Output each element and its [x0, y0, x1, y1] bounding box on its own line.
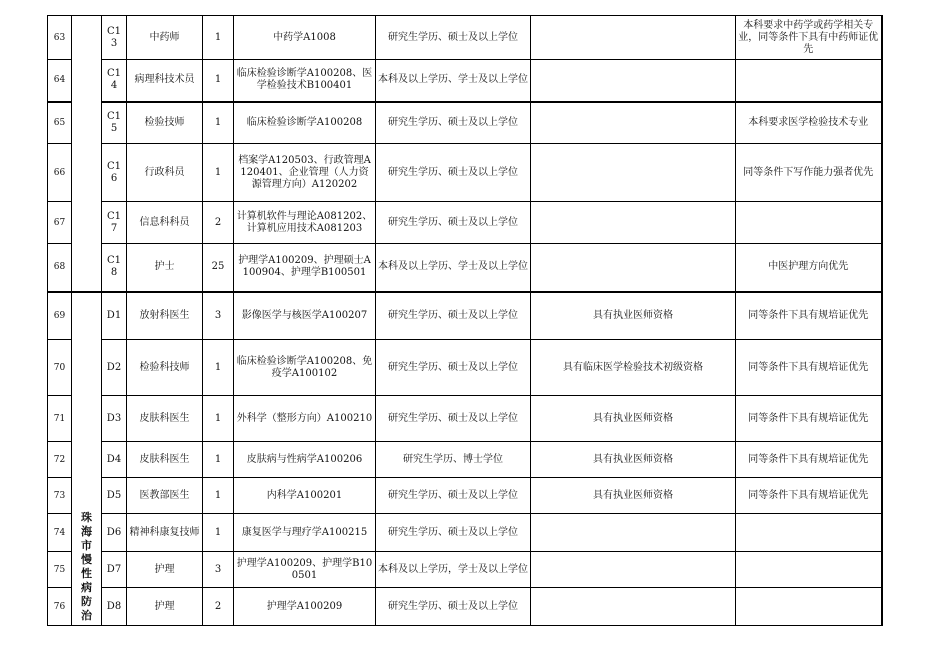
table-row — [48, 244, 882, 292]
qualification-requirement — [531, 144, 736, 202]
post-code: D1 — [102, 292, 127, 340]
post-code: C13 — [102, 16, 127, 60]
hire-count: 2 — [203, 588, 234, 626]
post-code: C14 — [102, 60, 127, 102]
row-number: 70 — [48, 340, 72, 396]
remark — [736, 552, 882, 588]
remark — [736, 60, 882, 102]
education-requirement: 研究生学历、硕士及以上学位 — [376, 478, 531, 514]
qualification-requirement — [531, 588, 736, 626]
remark: 同等条件下具有规培证优先 — [736, 396, 882, 442]
remark: 同等条件下具有规培证优先 — [736, 478, 882, 514]
hire-count: 2 — [203, 202, 234, 244]
org-unit-c — [72, 16, 102, 292]
education-requirement: 研究生学历、硕士及以上学位 — [376, 340, 531, 396]
table-row — [48, 396, 882, 442]
table-row — [48, 442, 882, 478]
table-row — [48, 514, 882, 552]
post-name: 信息科科员 — [127, 202, 203, 244]
major-requirement: 外科学（整形方向）A100210 — [234, 396, 376, 442]
major-requirement: 档案学A120503、行政管理A120401、企业管理（人力资源管理方向）A120202 — [234, 144, 376, 202]
qualification-requirement — [531, 102, 736, 144]
post-code: D7 — [102, 552, 127, 588]
post-code: D6 — [102, 514, 127, 552]
qualification-requirement: 具有临床医学检验技术初级资格 — [531, 340, 736, 396]
qualification-requirement: 具有执业医师资格 — [531, 478, 736, 514]
post-name: 皮肤科医生 — [127, 442, 203, 478]
qualification-requirement — [531, 202, 736, 244]
post-name: 检验科技师 — [127, 340, 203, 396]
hire-count: 25 — [203, 244, 234, 292]
row-number: 68 — [48, 244, 72, 292]
post-name: 检验技师 — [127, 102, 203, 144]
post-name: 皮肤科医生 — [127, 396, 203, 442]
post-code: D3 — [102, 396, 127, 442]
remark — [736, 202, 882, 244]
remark — [736, 514, 882, 552]
post-name: 护理 — [127, 552, 203, 588]
hire-count: 1 — [203, 514, 234, 552]
major-requirement: 护理学A100209、护理硕士A100904、护理学B100501 — [234, 244, 376, 292]
recruitment-table — [47, 15, 883, 626]
qualification-requirement — [531, 60, 736, 102]
post-code: C18 — [102, 244, 127, 292]
post-code: D2 — [102, 340, 127, 396]
education-requirement: 研究生学历、硕士及以上学位 — [376, 102, 531, 144]
post-code: D8 — [102, 588, 127, 626]
education-requirement: 研究生学历、硕士及以上学位 — [376, 588, 531, 626]
post-name: 放射科医生 — [127, 292, 203, 340]
major-requirement: 内科学A100201 — [234, 478, 376, 514]
row-number: 75 — [48, 552, 72, 588]
major-requirement: 临床检验诊断学A100208、医学检验技术B100401 — [234, 60, 376, 102]
hire-count: 1 — [203, 60, 234, 102]
qualification-requirement — [531, 552, 736, 588]
post-name: 护士 — [127, 244, 203, 292]
hire-count: 1 — [203, 144, 234, 202]
row-number: 74 — [48, 514, 72, 552]
post-name: 中药师 — [127, 16, 203, 60]
table-row — [48, 202, 882, 244]
major-requirement: 临床检验诊断学A100208、免疫学A100102 — [234, 340, 376, 396]
row-number: 66 — [48, 144, 72, 202]
education-requirement: 研究生学历、硕士及以上学位 — [376, 16, 531, 60]
row-number: 76 — [48, 588, 72, 626]
remark: 同等条件下具有规培证优先 — [736, 340, 882, 396]
post-name: 病理科技术员 — [127, 60, 203, 102]
major-requirement: 皮肤病与性病学A100206 — [234, 442, 376, 478]
table-row — [48, 588, 882, 626]
post-name: 医教部医生 — [127, 478, 203, 514]
table-row — [48, 340, 882, 396]
row-number: 67 — [48, 202, 72, 244]
org-unit-d-label: 珠海市慢性病防治 — [81, 511, 92, 622]
hire-count: 1 — [203, 478, 234, 514]
education-requirement: 研究生学历、硕士及以上学位 — [376, 514, 531, 552]
row-number: 72 — [48, 442, 72, 478]
major-requirement: 计算机软件与理论A081202、计算机应用技术A081203 — [234, 202, 376, 244]
post-code: C15 — [102, 102, 127, 144]
row-number: 73 — [48, 478, 72, 514]
table-row — [48, 16, 882, 60]
org-unit-d — [72, 292, 102, 626]
qualification-requirement: 具有执业医师资格 — [531, 442, 736, 478]
post-name: 行政科员 — [127, 144, 203, 202]
qualification-requirement — [531, 514, 736, 552]
hire-count: 1 — [203, 340, 234, 396]
major-requirement: 护理学A100209 — [234, 588, 376, 626]
table-row — [48, 292, 882, 340]
remark — [736, 588, 882, 626]
table-row — [48, 478, 882, 514]
table-row — [48, 552, 882, 588]
row-number: 63 — [48, 16, 72, 60]
qualification-requirement — [531, 244, 736, 292]
table-row — [48, 60, 882, 102]
remark: 本科要求医学检验技术专业 — [736, 102, 882, 144]
remark: 本科要求中药学或药学相关专业，同等条件下具有中药师证优先 — [736, 16, 882, 60]
row-number: 64 — [48, 60, 72, 102]
post-name: 精神科康复技师 — [127, 514, 203, 552]
major-requirement: 影像医学与核医学A100207 — [234, 292, 376, 340]
table-row — [48, 144, 882, 202]
education-requirement: 本科及以上学历，学士及以上学位 — [376, 552, 531, 588]
remark: 中医护理方向优先 — [736, 244, 882, 292]
post-name: 护理 — [127, 588, 203, 626]
qualification-requirement: 具有执业医师资格 — [531, 396, 736, 442]
education-requirement: 本科及以上学历、学士及以上学位 — [376, 60, 531, 102]
education-requirement: 研究生学历、硕士及以上学位 — [376, 292, 531, 340]
major-requirement: 护理学A100209、护理学B100501 — [234, 552, 376, 588]
post-code: D4 — [102, 442, 127, 478]
education-requirement: 研究生学历、博士学位 — [376, 442, 531, 478]
post-code: C17 — [102, 202, 127, 244]
post-code: C16 — [102, 144, 127, 202]
education-requirement: 研究生学历、硕士及以上学位 — [376, 202, 531, 244]
hire-count: 3 — [203, 292, 234, 340]
hire-count: 1 — [203, 442, 234, 478]
remark: 同等条件下写作能力强者优先 — [736, 144, 882, 202]
hire-count: 1 — [203, 16, 234, 60]
major-requirement: 康复医学与理疗学A100215 — [234, 514, 376, 552]
hire-count: 1 — [203, 102, 234, 144]
post-code: D5 — [102, 478, 127, 514]
qualification-requirement: 具有执业医师资格 — [531, 292, 736, 340]
row-number: 71 — [48, 396, 72, 442]
hire-count: 1 — [203, 396, 234, 442]
education-requirement: 研究生学历、硕士及以上学位 — [376, 144, 531, 202]
education-requirement: 研究生学历、硕士及以上学位 — [376, 396, 531, 442]
remark: 同等条件下具有规培证优先 — [736, 292, 882, 340]
table-row — [48, 102, 882, 144]
remark: 同等条件下具有规培证优先 — [736, 442, 882, 478]
major-requirement: 中药学A1008 — [234, 16, 376, 60]
row-number: 69 — [48, 292, 72, 340]
qualification-requirement — [531, 16, 736, 60]
major-requirement: 临床检验诊断学A100208 — [234, 102, 376, 144]
education-requirement: 本科及以上学历、学士及以上学位 — [376, 244, 531, 292]
hire-count: 3 — [203, 552, 234, 588]
row-number: 65 — [48, 102, 72, 144]
